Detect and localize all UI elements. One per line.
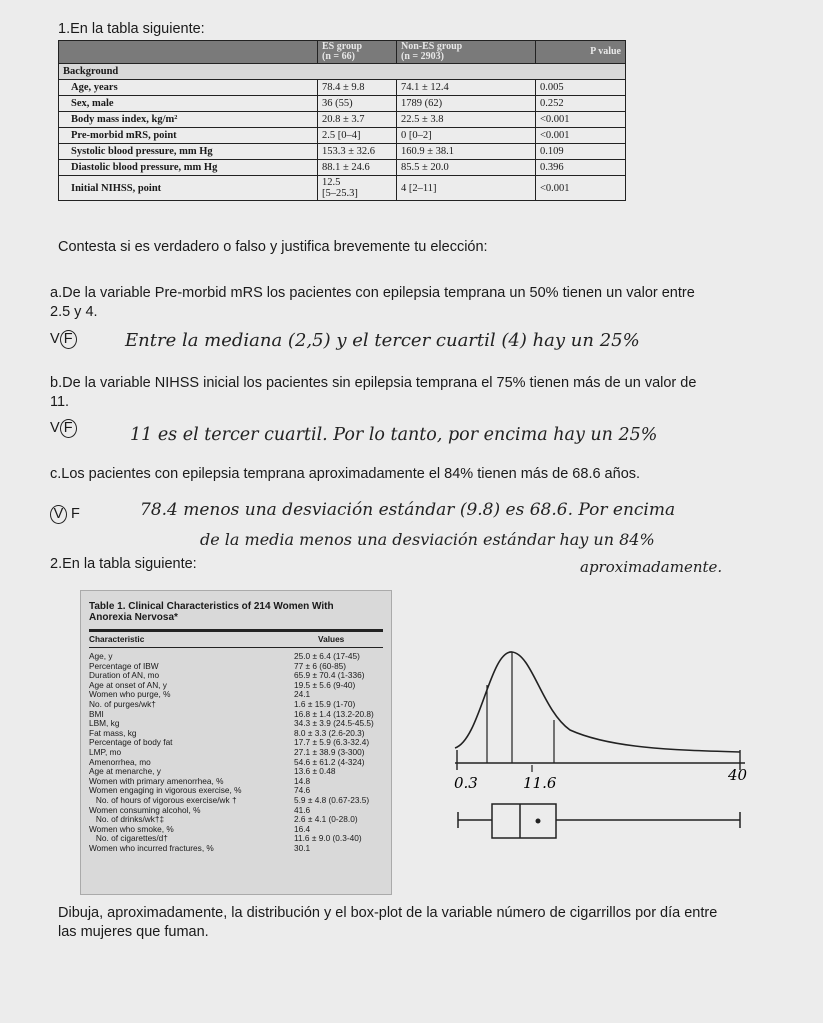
es-table-cell-es: 2.5 [0–4]	[318, 128, 397, 144]
col-p: P value	[536, 41, 626, 64]
es-table-cell-p: <0.001	[536, 176, 626, 201]
es-table-cell-nones: 4 [2–11]	[397, 176, 536, 201]
es-table-cell-es: 12.5 [5–25.3]	[318, 176, 397, 201]
item-b-v[interactable]: V	[50, 420, 60, 436]
es-table-row	[59, 80, 626, 96]
value-cell: 13.6 ± 0.48	[294, 766, 336, 777]
item-a-v[interactable]: V	[50, 331, 60, 347]
item-c-f[interactable]: F	[71, 506, 80, 522]
characteristic-cell: Age at onset of AN, y	[89, 680, 167, 690]
value-cell: 14.8	[294, 775, 311, 786]
es-table-cell-label: Diastolic blood pressure, mm Hg	[59, 160, 318, 176]
label-max: 40	[728, 766, 748, 784]
es-table-cell-label: Sex, male	[59, 96, 318, 112]
anorexia-table-row	[89, 844, 374, 854]
characteristic-cell: Women consuming alcohol, %	[89, 805, 201, 815]
col-values: Values	[318, 634, 345, 644]
label-min: 0.3	[454, 774, 478, 792]
es-table-cell-p: 0.252	[536, 96, 626, 112]
boxplot-mean-dot	[536, 819, 541, 824]
characteristic-cell: Fat mass, kg	[89, 728, 137, 738]
item-b-f-circled[interactable]: F	[60, 419, 77, 438]
value-cell: 74.6	[294, 785, 311, 796]
es-table-cell-label: Age, years	[59, 80, 318, 96]
anorexia-table	[80, 590, 392, 895]
characteristic-cell: Age, y	[89, 652, 113, 661]
es-table-cell-label: Systolic blood pressure, mm Hg	[59, 144, 318, 160]
anorexia-table-header	[89, 635, 344, 645]
characteristic-cell: Women who smoke, %	[89, 824, 174, 834]
es-table-row	[59, 160, 626, 176]
characteristic-cell: No. of cigarettes/d†	[89, 834, 168, 844]
es-table-cell-label: Body mass index, kg/m²	[59, 112, 318, 128]
es-table-cell-p: 0.396	[536, 160, 626, 176]
es-table-cell-p: 0.109	[536, 144, 626, 160]
col-es: ES group (n = 66)	[318, 41, 397, 64]
col-nones: Non-ES group (n = 2903)	[397, 41, 536, 64]
anorexia-table-title: Table 1. Clinical Characteristics of 214 Women With Anorexia Nervosa*	[89, 601, 334, 623]
distribution-curve	[455, 652, 740, 752]
es-table-cell-p: <0.001	[536, 128, 626, 144]
anorexia-table-row	[89, 767, 374, 777]
es-table-cell-es: 20.8 ± 3.7	[318, 112, 397, 128]
anorexia-table-rows	[89, 652, 374, 853]
value-cell: 77 ± 6 (60-85)	[294, 660, 347, 671]
characteristic-cell: BMI	[89, 709, 104, 719]
value-cell: 17.7 ± 5.9 (6.3-32.4)	[294, 737, 370, 748]
es-table-row	[59, 176, 626, 201]
value-cell: 16.4	[294, 823, 311, 834]
value-cell: 2.6 ± 4.1 (0-28.0)	[294, 814, 358, 825]
value-cell: 19.5 ± 5.6 (9-40)	[294, 679, 356, 690]
item-a-answer: Entre la mediana (2,5) y el tercer cuartil (4) hay un 25%	[125, 330, 640, 351]
characteristic-cell: No. of purges/wk†	[89, 699, 156, 709]
es-table-row	[59, 128, 626, 144]
characteristic-cell: Women with primary amenorrhea, %	[89, 776, 224, 786]
es-table-cell-label: Pre-morbid mRS, point	[59, 128, 318, 144]
value-cell: 8.0 ± 3.3 (2.6-20.3)	[294, 727, 365, 738]
value-cell: 5.9 ± 4.8 (0.67-23.5)	[294, 794, 370, 805]
es-table-cell-es: 36 (55)	[318, 96, 397, 112]
value-cell: 16.8 ± 1.4 (13.2-20.8)	[294, 708, 374, 719]
characteristic-cell: Women engaging in vigorous exercise, %	[89, 786, 242, 796]
q2-instruction: Dibuja, aproximadamente, la distribución y el box-plot de la variable número de cigarrillos por día entre las mujeres que fuman.	[58, 905, 718, 940]
item-a-text: a.De la variable Pre-morbid mRS los pacientes con epilepsia temprana un 50% tienen un valor entre 2.5 y 4.	[50, 285, 695, 320]
value-cell: 65.9 ± 70.4 (1-336)	[294, 670, 365, 681]
item-a-options	[50, 330, 77, 349]
boxplot-box	[492, 804, 556, 838]
value-cell: 41.6	[294, 804, 311, 815]
anorexia-table-row	[89, 777, 374, 787]
es-table-cell-nones: 74.1 ± 12.4	[397, 80, 536, 96]
q1-heading: 1.En la tabla siguiente:	[58, 21, 205, 37]
es-table-row	[59, 96, 626, 112]
item-b-text: b.De la variable NIHSS inicial los pacientes sin epilepsia temprana el 75% tienen más de un valor de 11.	[50, 375, 697, 410]
item-b-options	[50, 419, 77, 438]
anorexia-table-row	[89, 681, 374, 691]
characteristic-cell: LMP, mo	[89, 747, 122, 757]
anorexia-table-row	[89, 834, 374, 844]
value-cell: 25.0 ± 6.4 (17-45)	[294, 651, 360, 661]
col-characteristic: Characteristic	[89, 635, 145, 644]
es-table-cell-nones: 85.5 ± 20.0	[397, 160, 536, 176]
characteristic-cell: Women who incurred fractures, %	[89, 843, 214, 853]
es-table-cell-nones: 160.9 ± 38.1	[397, 144, 536, 160]
es-table	[58, 40, 626, 201]
es-table-row	[59, 144, 626, 160]
es-table-cell-es: 88.1 ± 24.6	[318, 160, 397, 176]
q2-heading: 2.En la tabla siguiente:	[50, 556, 197, 572]
es-table-cell-nones: 0 [0–2]	[397, 128, 536, 144]
characteristic-cell: Amenorrhea, mo	[89, 757, 151, 767]
es-table-cell-label: Initial NIHSS, point	[59, 176, 318, 201]
es-table-cell-es: 153.3 ± 32.6	[318, 144, 397, 160]
value-cell: 1.6 ± 15.9 (1-70)	[294, 698, 356, 709]
characteristic-cell: Age at menarche, y	[89, 767, 161, 777]
item-b-answer: 11 es el tercer cuartil. Por lo tanto, por encima hay un 25%	[130, 425, 658, 445]
es-table-cell-nones: 22.5 ± 3.8	[397, 112, 536, 128]
characteristic-cell: Percentage of body fat	[89, 738, 173, 748]
value-cell: 11.6 ± 9.0 (0.3-40)	[294, 833, 362, 844]
label-mid: 11.6	[523, 774, 557, 792]
characteristic-cell: Duration of AN, mo	[89, 671, 160, 681]
item-c-v-circled[interactable]: V	[50, 505, 67, 524]
es-table-row	[59, 112, 626, 128]
item-c-options	[50, 505, 80, 524]
characteristic-cell: Percentage of IBW	[89, 661, 159, 671]
es-table-cell-es: 78.4 ± 9.8	[318, 80, 397, 96]
item-c-answer-line1: 78.4 menos una desviación estándar (9.8) es 68.6. Por encima	[140, 500, 676, 520]
es-table-cell-p: <0.001	[536, 112, 626, 128]
item-a-f-circled[interactable]: F	[60, 330, 77, 349]
characteristic-cell: No. of drinks/wk†‡	[89, 815, 165, 825]
value-cell: 24.1	[294, 689, 311, 700]
anorexia-table-row	[89, 796, 374, 806]
value-cell: 30.1	[294, 842, 311, 853]
es-table-cell-nones: 1789 (62)	[397, 96, 536, 112]
item-c-answer-line3: aproximadamente.	[580, 558, 723, 576]
characteristic-cell: No. of hours of vigorous exercise/wk †	[89, 795, 237, 805]
characteristic-cell: LBM, kg	[89, 719, 120, 729]
value-cell: 54.6 ± 61.2 (4-324)	[294, 756, 365, 767]
es-table-cell-p: 0.005	[536, 80, 626, 96]
anorexia-table-row	[89, 815, 374, 825]
item-c-text: c.Los pacientes con epilepsia temprana aproximadamente el 84% tienen más de 68.6 años.	[50, 466, 641, 482]
value-cell: 34.3 ± 3.9 (24.5-45.5)	[294, 718, 374, 729]
item-c-answer-line2: de la media menos una desviación estándar hay un 84%	[200, 530, 655, 549]
characteristic-cell: Women who purge, %	[89, 690, 171, 700]
q1-instruction: Contesta si es verdadero o falso y justifica brevemente tu elección:	[58, 239, 488, 255]
section-background: Background	[59, 64, 626, 80]
hand-drawn-sketch	[440, 640, 760, 860]
value-cell: 27.1 ± 38.9 (3-300)	[294, 746, 365, 757]
